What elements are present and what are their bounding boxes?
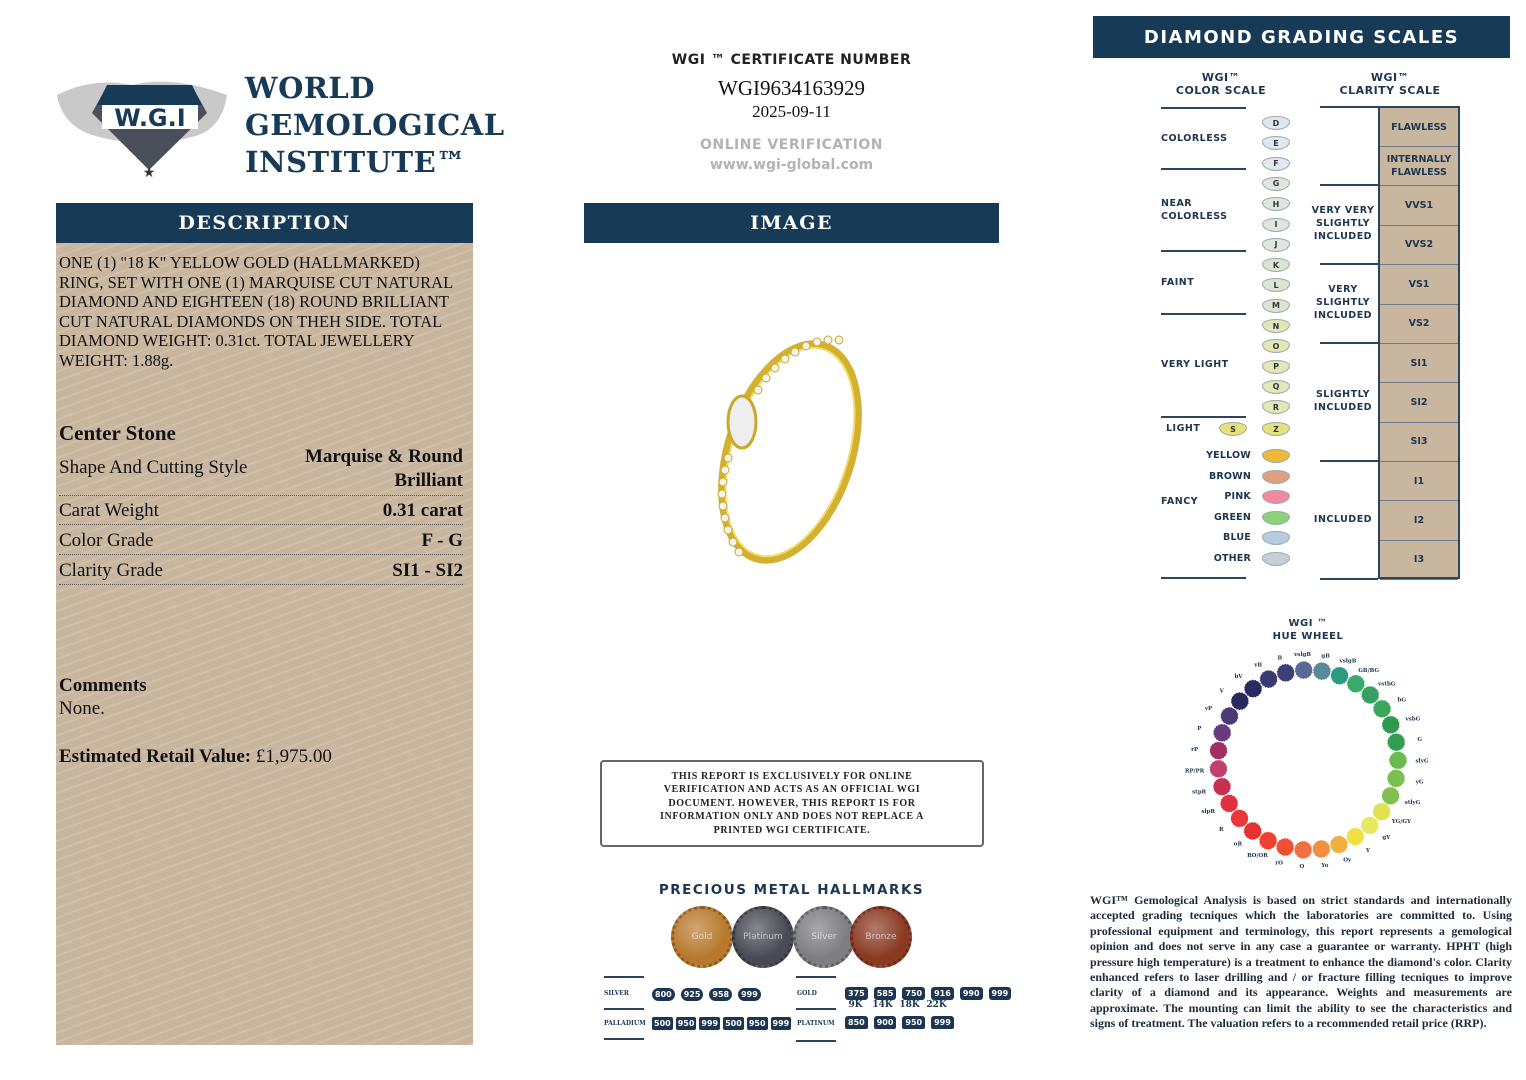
clarity-grade: SI2 [1380,383,1458,422]
ring-image [700,330,880,580]
clarity-group-label: VERY SLIGHTLY INCLUDED [1313,284,1373,321]
clarity-scale-title [1320,71,1460,97]
hue-label: vP [1204,706,1213,713]
color-grade-K: K [1262,258,1290,272]
scale-divider [1161,250,1246,252]
hue-wheel [1170,648,1450,878]
fancy-gem-icon [1262,511,1290,525]
scale-divider [1161,313,1246,315]
color-grade-R: R [1262,400,1290,414]
hue-label: slyG [1415,758,1429,765]
hue-label: stpR [1192,789,1207,796]
hue-gem [1213,724,1231,742]
fancy-color-label: BROWN [1208,470,1251,482]
hallmark-stamp: 999 [989,987,1012,1000]
hue-label: O [1299,863,1305,870]
hue-label: RO/OR [1247,853,1268,860]
divider [604,1038,644,1040]
hue-label: R [1218,826,1224,833]
color-scale-title [1160,71,1282,97]
hue-label: RP/PR [1184,768,1205,775]
title-line: COLOR SCALE [1175,84,1267,97]
description-header: DESCRIPTION [56,203,473,243]
hue-gem [1346,828,1364,846]
hue-gem [1373,803,1391,821]
clarity-grade: SI1 [1380,344,1458,383]
hue-label: gB [1321,653,1330,660]
color-grade-N: N [1262,319,1290,333]
shape-row [59,448,463,496]
certificate-date: 2025-09-11 [752,102,831,121]
color-group-label: FAINT [1161,277,1195,288]
title-line: INSTITUTE™ [245,145,466,179]
color-grade-Q: Q [1262,380,1290,394]
hue-gem [1220,794,1238,812]
clarity-row [59,560,463,585]
hue-label: GB/BG [1358,668,1380,675]
hallmark-stamp: 800 [652,988,675,1001]
scale-divider [1320,106,1378,108]
clarity-grade: INTERNALLY FLAWLESS [1380,147,1458,186]
clarity-grade: VS1 [1380,265,1458,305]
silver-label: SILVER [604,990,629,997]
center-stone-heading: Center Stone [59,421,176,445]
clarity-grade: FLAWLESS [1380,108,1458,147]
hallmark-stamp: 950 [748,1019,766,1028]
disclaimer-box: THIS REPORT IS EXCLUSIVELY FOR ONLINE VERIFICATION AND ACTS AS AN OFFICIAL WGI DOCUMENT. HOWEVER, THIS REPORT IS FOR INFORMATION ONLY AND DOES NOT REPLACE A PRINTED WGI CERTIFICATE. [600,760,984,847]
scale-divider [1320,184,1378,186]
comments-label: Comments [59,675,147,696]
title-line: WGI ™ [1288,618,1328,629]
grading-header: DIAMOND GRADING SCALES [1093,16,1510,58]
certificate-label: WGI ™ CERTIFICATE NUMBER [671,52,912,68]
medal-platinum: Platinum [732,906,794,968]
divider [604,976,644,978]
gold-karat: 18K [899,1000,920,1010]
hallmark-stamp: 999 [701,1019,719,1028]
hue-label: V [1219,688,1224,695]
hue-gem [1213,778,1231,796]
hue-gem [1276,838,1294,856]
clarity-grade: VVS2 [1380,226,1458,266]
hue-label: vslgB [1339,658,1357,665]
svg-text:★: ★ [142,165,156,181]
carat-row [59,500,463,525]
clarity-grade: I2 [1380,501,1458,540]
certificate-number: WGI9634163929 [718,76,865,100]
color-group-label: NEAR COLORLESS [1161,198,1228,222]
divider [604,1008,644,1010]
retail-amount: £1,975.00 [255,746,332,767]
fancy-gem-icon [1262,449,1290,463]
hue-label: vB [1254,662,1263,669]
hue-gem [1277,664,1295,682]
clarity-grade: VVS1 [1380,186,1458,226]
hallmark-stamp: 850 [845,1016,868,1029]
row-value: SI1 - SI2 [392,560,463,581]
divider [796,976,836,978]
hallmark-stamp: 999 [738,988,761,1001]
svg-text:W.G.I: W.G.I [114,104,186,132]
hue-label: oR [1233,841,1243,848]
fancy-color-label: YELLOW [1206,450,1251,461]
hue-wheel-title [1258,617,1358,643]
wgi-logo [52,55,232,183]
legal-text: WGI™ Gemological Analysis is based on strict standards and internationally accepted grading tecniques which the laboratories are committed to. Using professional equipment and terminology, this report represents a gemological opinion and does not serve in any case a guarantee or warranty. HPHT (high pressure high temperature) is a treatment to enhance the diamond's color. Clarity enhanced refers to laser drilling and / or fracture filling tecniques to improve clarity of a diamond and its appearance. Weights and measurements are approximate. The mounting can limit the ability to see the characteristics and signs of treatment. The valuation refers to a recommended retail price (RRP). [1090,893,1512,1031]
hue-gem [1231,809,1249,827]
hue-gem [1331,667,1349,685]
color-grade-E: E [1262,136,1290,150]
row-value: Marquise & Round Brilliant [304,446,463,491]
color-grade-F: F [1262,157,1290,171]
scale-divider [1161,168,1246,170]
fancy-label: FANCY [1161,496,1199,507]
hallmarks-title: PRECIOUS METAL HALLMARKS [658,882,925,898]
scale-divider [1161,416,1246,418]
clarity-grade: SI3 [1380,423,1458,462]
image-header: IMAGE [584,203,999,243]
fancy-gem-icon [1262,531,1290,545]
color-grade-I: I [1262,218,1290,232]
retail-value [59,746,332,768]
hue-label: G [1417,737,1423,744]
medal-bronze: Bronze [850,906,912,968]
color-group-label: VERY LIGHT [1161,359,1229,370]
hue-label: rP [1191,746,1199,753]
hue-label: YG/GY [1391,818,1411,825]
hue-gem [1295,661,1313,679]
row-value: F - G [421,530,463,551]
hue-gem [1244,680,1262,698]
fancy-color-label: OTHER [1213,553,1251,564]
hallmark-stamp: 990 [960,987,983,1000]
hue-gem [1209,742,1227,760]
scale-divider [1320,460,1378,462]
hallmark-stamp: 750 [902,987,925,1000]
hallmark-stamp: 585 [874,987,897,1000]
hallmark-stamp: 925 [681,988,704,1001]
row-label: Clarity Grade [59,560,163,581]
retail-label: Estimated Retail Value: [59,746,252,767]
gold-karat: 9K [848,1000,863,1010]
hue-gem [1330,836,1348,854]
comments-value: None. [59,698,105,719]
clarity-group-label: INCLUDED [1313,513,1373,525]
hue-gem [1260,670,1278,688]
hue-gem [1209,760,1227,778]
hue-gem [1259,832,1277,850]
color-grade-D: D [1262,116,1290,130]
fancy-color-label: BLUE [1223,532,1251,544]
hue-gem [1382,716,1400,734]
hue-label: bG [1397,697,1407,704]
hue-gem [1312,840,1330,858]
clarity-grade: VS2 [1380,305,1458,345]
hue-gem [1387,733,1405,751]
hue-label: Yo [1321,862,1329,869]
divider [796,1040,836,1042]
hallmark-stamp: 500 [654,1019,671,1028]
color-grade-S: S [1219,422,1247,436]
hue-label: bV [1234,673,1243,680]
title-line: HUE WHEEL [1272,631,1344,642]
color-grade-Z: Z [1262,422,1290,436]
row-value: 0.31 carat [382,500,463,521]
color-grade-O: O [1262,339,1290,353]
hallmark-stamp: 375 [845,987,868,1000]
color-grade-M: M [1262,299,1290,313]
fancy-color-label: GREEN [1213,511,1251,523]
fancy-color-label: PINK [1224,491,1251,503]
hue-gem [1313,662,1331,680]
gold-label: GOLD [797,990,817,997]
divider [796,1008,836,1010]
hallmark-stamp: 950 [677,1019,695,1028]
hue-gem [1382,787,1400,805]
clarity-group-label: VERY VERY SLIGHTLY INCLUDED [1311,205,1375,242]
fancy-gem-icon [1262,470,1290,484]
color-grade-P: P [1262,360,1290,374]
hue-gem [1294,841,1312,859]
hue-label: Oy [1343,857,1352,864]
clarity-grade: I1 [1380,462,1458,501]
color-group-label: COLORLESS [1161,133,1228,144]
hallmark-stamp: 999 [931,1016,954,1029]
hue-gem [1347,675,1365,693]
hue-label: vsbG [1405,716,1421,723]
gold-karat: 22K [926,1000,947,1010]
title-line: CLARITY SCALE [1339,84,1441,97]
hue-label: gY [1382,835,1391,842]
institute-name [245,70,505,181]
verification-label: ONLINE VERIFICATION [700,137,883,153]
hue-gem [1387,769,1405,787]
hallmark-stamp: 999 [772,1019,790,1028]
color-grade-L: L [1262,278,1290,292]
verification-url[interactable]: www.wgi-global.com [709,157,874,173]
title-line: WORLD [245,71,375,105]
color-grade-J: J [1262,238,1290,252]
medal-gold: Gold [671,906,733,968]
hue-label: stlyG [1404,800,1421,807]
row-label: Shape And Cutting Style [59,457,248,478]
hue-label: vstbG [1378,681,1396,688]
gold-karat: 14K [872,1000,893,1010]
hallmark-stamp: 900 [874,1016,897,1029]
hallmark-stamp: 958 [709,988,732,1001]
title-line: WGI™ [1370,71,1410,84]
row-label: Carat Weight [59,500,159,521]
hallmark-stamp: 950 [902,1016,925,1029]
palladium-label: PALLADIUM [604,1020,646,1027]
color-group-label: LIGHT [1166,423,1201,434]
color-row [59,530,463,555]
platinum-label: PLATINUM [797,1020,835,1027]
scale-divider [1320,263,1378,265]
scale-divider [1320,342,1378,344]
scale-divider [1161,107,1246,109]
fancy-gem-icon [1262,552,1290,566]
medal-silver: Silver [793,906,855,968]
clarity-grade: I3 [1380,541,1458,580]
title-line: GEMOLOGICAL [245,108,505,142]
row-label: Color Grade [59,530,154,551]
title-line: WGI™ [1201,71,1241,84]
hue-label: P [1197,725,1202,732]
hue-label: vslgB [1294,652,1312,659]
hue-gem [1220,707,1238,725]
color-grade-G: G [1262,177,1290,191]
hue-gem [1373,700,1391,718]
clarity-group-label: SLIGHTLY INCLUDED [1313,389,1373,413]
hue-label: slpR [1201,809,1215,816]
fancy-gem-icon [1262,490,1290,504]
description-text: ONE (1) "18 K" YELLOW GOLD (HALLMARKED) RING, SET WITH ONE (1) MARQUISE CUT NATURAL DIAMOND AND EIGHTEEN (18) ROUND BRILLIANT CUT NATURAL DIAMONDS ON THEH SIDE. TOTAL DIAMOND WEIGHT: 0.31ct. TOTAL JEWELLERY WEIGHT: 1.88g. [59,253,453,370]
scale-divider [1320,578,1378,580]
hallmark-stamp: 500 [725,1019,742,1028]
scale-divider [1161,577,1246,579]
hallmark-stamp: 916 [931,987,954,1000]
hue-label: rO [1275,860,1283,867]
hue-label: Y [1366,848,1370,855]
color-grade-H: H [1262,197,1290,211]
hue-label: B [1277,655,1283,662]
hue-gem [1389,751,1407,769]
hue-label: yG [1415,779,1424,786]
